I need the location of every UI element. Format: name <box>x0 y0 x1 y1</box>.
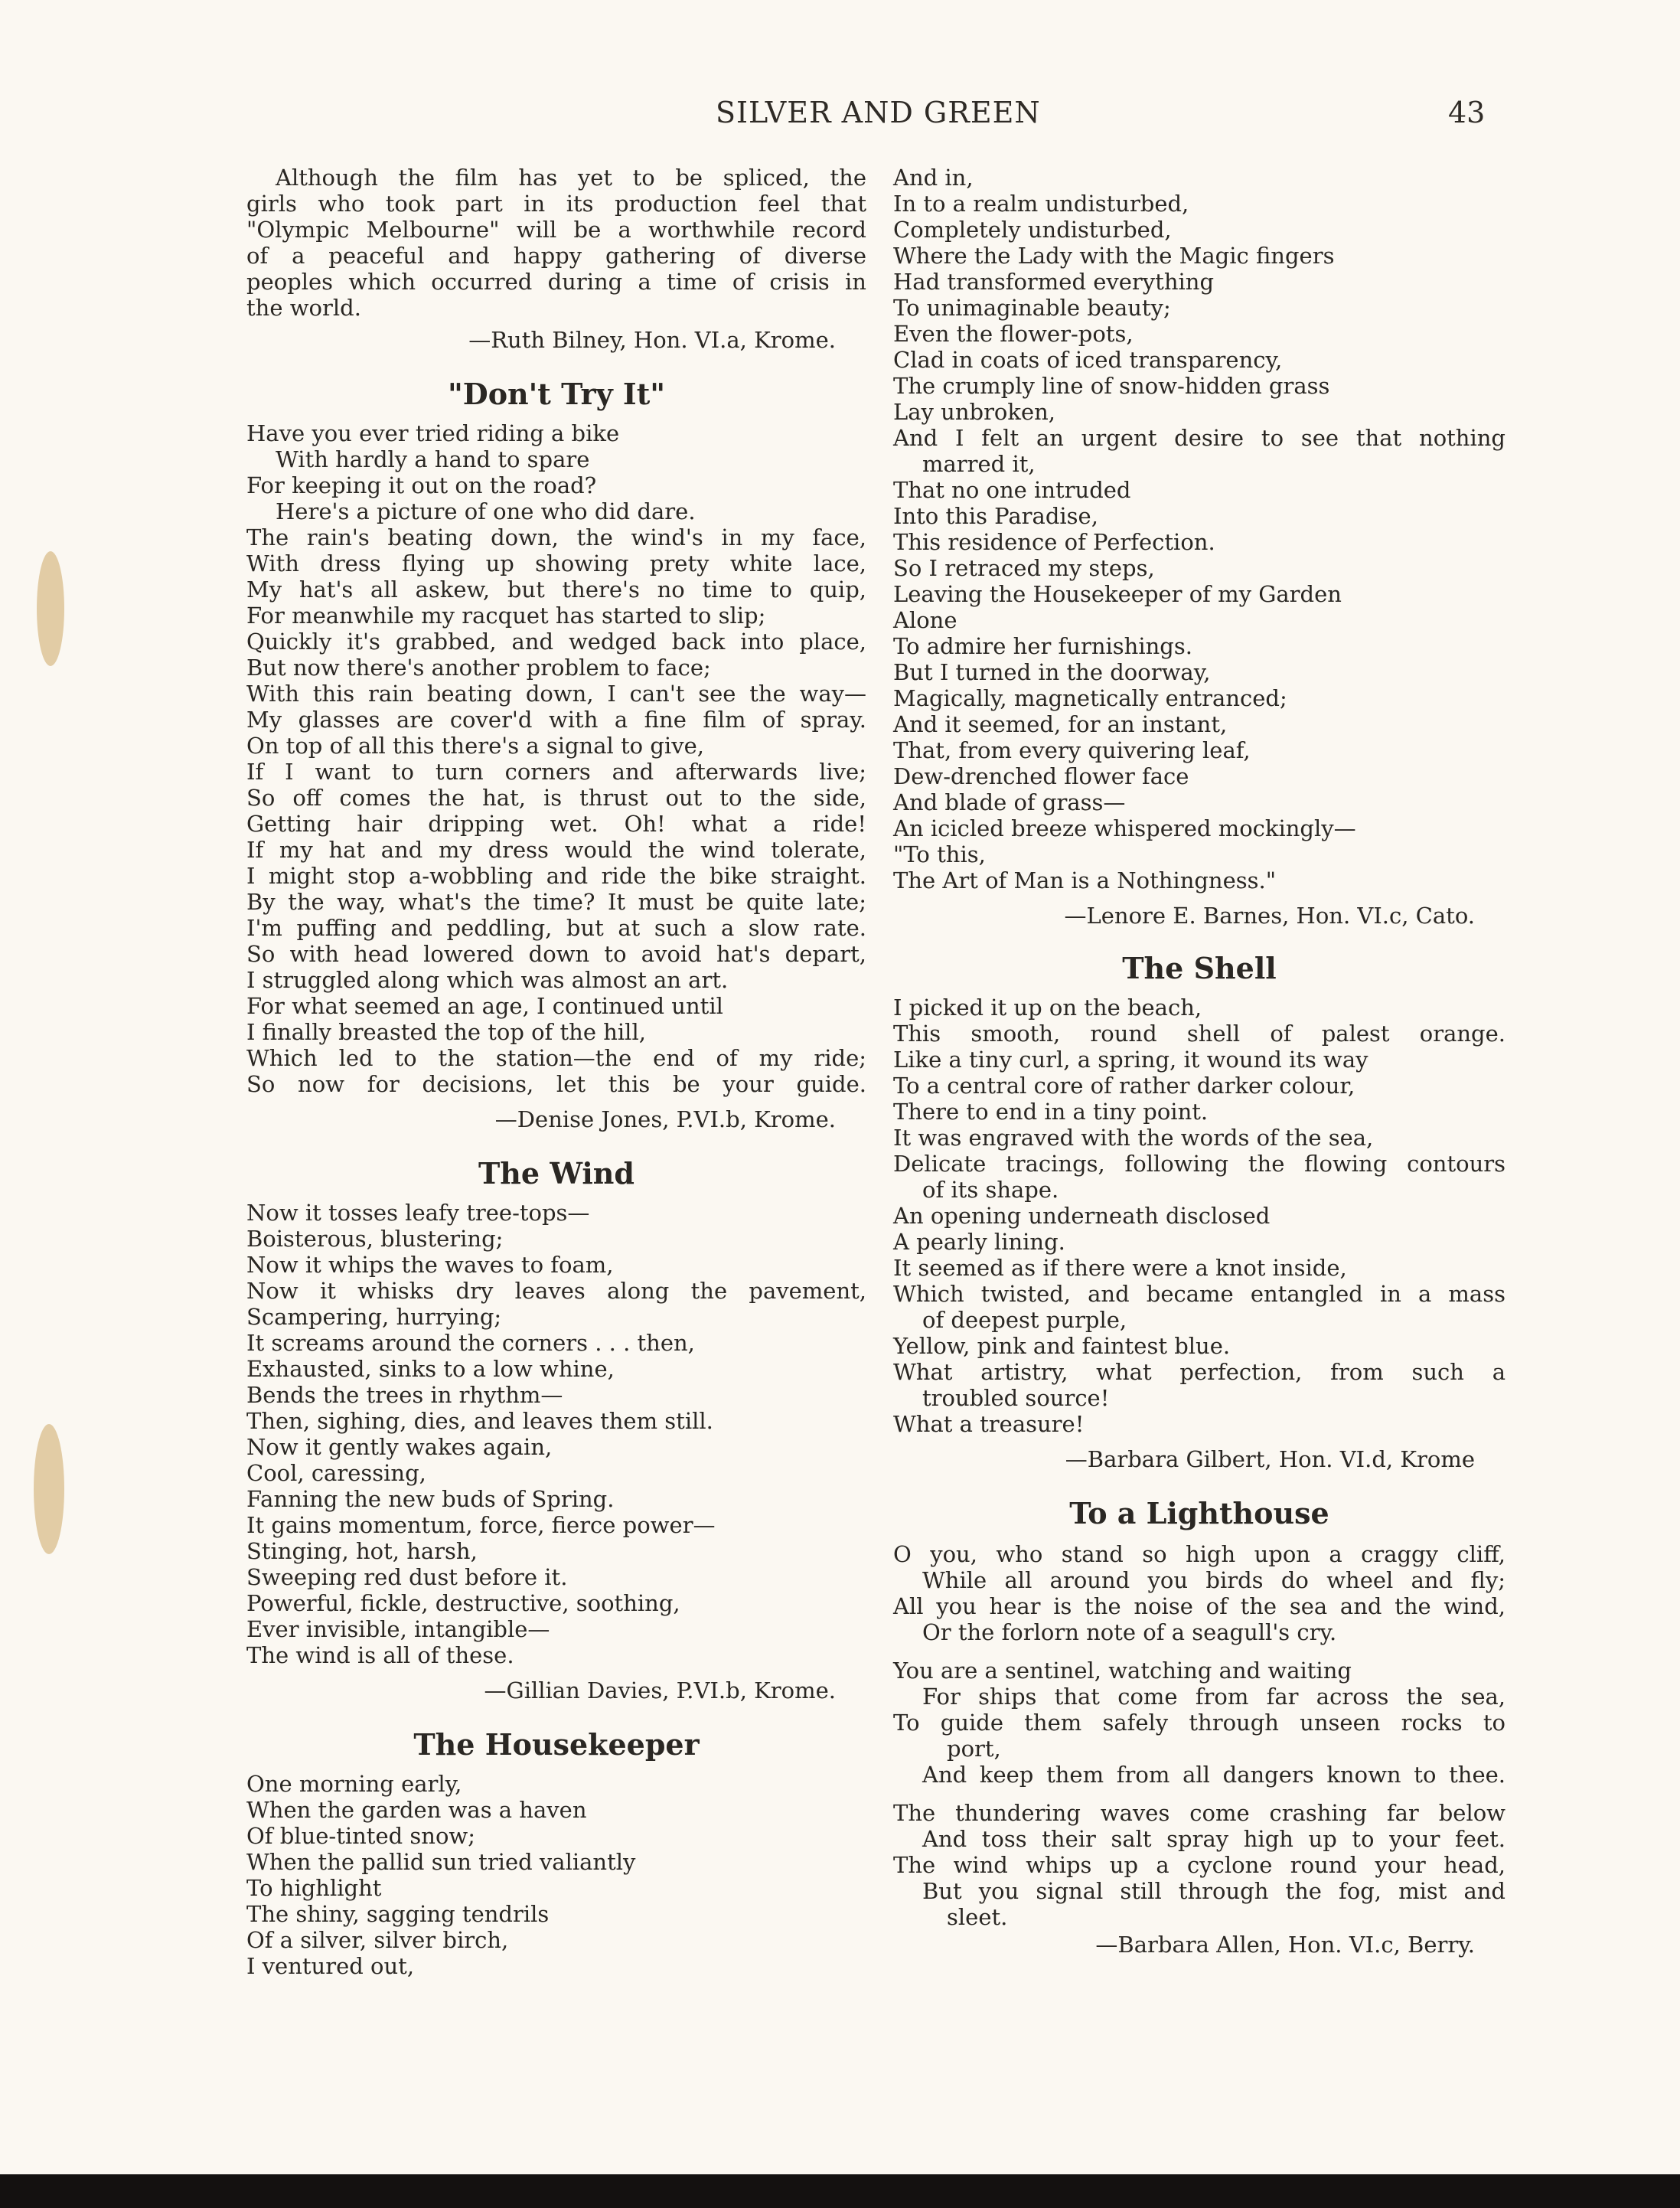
poem-line: of deepest purple, <box>922 1307 1127 1333</box>
poem-line: I ventured out, <box>246 1953 415 1979</box>
poem-line: I might stop a-wobbling and ride the bike straight. <box>246 863 866 889</box>
poem-line: Now it gently wakes again, <box>246 1434 553 1460</box>
poem-line: I'm puffing and peddling, but at such a slow rate. <box>246 915 866 941</box>
text-line: peoples which occurred during a time of crisis in <box>246 269 866 295</box>
byline: —Barbara Allen, Hon. VI.c, Berry. <box>1095 1932 1475 1958</box>
poem-line: I struggled along which was almost an art. <box>246 967 729 993</box>
left-column <box>246 165 866 1979</box>
text-line: of a peaceful and happy gathering of diverse <box>246 243 866 269</box>
text-line: "Olympic Melbourne" will be a worthwhile record <box>246 217 866 243</box>
poem-line: Boisterous, blustering; <box>246 1226 504 1252</box>
poem-title: The Wind <box>478 1156 634 1191</box>
poem-line: For ships that come from far across the sea, <box>922 1684 1505 1710</box>
poem-line: "To this, <box>893 841 986 867</box>
poem-line: My hat's all askew, but there's no time to quip, <box>246 576 866 603</box>
poem-line: By the way, what's the time? It must be quite late; <box>246 889 866 915</box>
poem-line: It gains momentum, force, fierce power— <box>246 1512 716 1538</box>
poem-line: And it seemed, for an instant, <box>893 711 1228 737</box>
poem-line: Of a silver, silver birch, <box>246 1927 509 1953</box>
poem-line: That no one intruded <box>893 477 1131 503</box>
poem-line: When the garden was a haven <box>246 1797 587 1823</box>
poem-line: Getting hair dripping wet. Oh! what a ride! <box>246 811 866 837</box>
poem-line: Had transformed everything <box>893 269 1215 295</box>
poem-line: Of blue-tinted snow; <box>246 1823 476 1849</box>
poem-line: Even the flower-pots, <box>893 321 1134 347</box>
page-stain <box>37 551 64 666</box>
poem-line: But now there's another problem to face; <box>246 655 711 681</box>
poem-line: The rain's beating down, the wind's in my face, <box>246 524 866 550</box>
page-stain <box>34 1424 64 1554</box>
poem-line: But I turned in the doorway, <box>893 659 1211 685</box>
poem-line: Or the forlorn note of a seagull's cry. <box>922 1619 1337 1645</box>
page-number: 43 <box>1448 96 1486 129</box>
poem-line: There to end in a tiny point. <box>893 1099 1209 1125</box>
text-line: the world. <box>246 295 361 321</box>
right-column <box>893 165 1505 1958</box>
poem-line: The wind is all of these. <box>246 1642 514 1668</box>
poem-line: Powerful, fickle, destructive, soothing, <box>246 1590 680 1616</box>
intro-paragraph <box>246 165 866 321</box>
poem-title: To a Lighthouse <box>1069 1496 1329 1530</box>
poem-line: To a central core of rather darker colour, <box>893 1073 1355 1099</box>
poem-stanza <box>893 1800 1505 1930</box>
poem-line: Now it whips the waves to foam, <box>246 1252 614 1278</box>
poem-line: I picked it up on the beach, <box>893 995 1202 1021</box>
byline: —Denise Jones, P.VI.b, Krome. <box>494 1106 836 1132</box>
poem-line: My glasses are cover'd with a fine film of spray. <box>246 707 866 733</box>
poem-line: On top of all this there's a signal to give, <box>246 733 704 759</box>
poem-line: Which twisted, and became entangled in a mass <box>893 1281 1505 1307</box>
poem-line: What artistry, what perfection, from such a <box>893 1359 1505 1385</box>
poem-stanza <box>893 1541 1505 1645</box>
poem-line: So now for decisions, let this be your guide. <box>246 1071 866 1097</box>
poem-line: If I want to turn corners and afterwards live; <box>246 759 866 785</box>
poem-line: sleet. <box>947 1904 1008 1930</box>
poem-line: Like a tiny curl, a spring, it wound its way <box>893 1047 1368 1073</box>
poem-line: To guide them safely through unseen rocks to <box>893 1710 1505 1736</box>
poem-line: What a treasure! <box>893 1411 1085 1437</box>
poem-line: I finally breasted the top of the hill, <box>246 1019 646 1045</box>
poem-line: Lay unbroken, <box>893 399 1056 425</box>
poem-line: Alone <box>893 607 957 633</box>
poem-line: The wind whips up a cyclone round your head, <box>893 1852 1505 1878</box>
poem-line: So with head lowered down to avoid hat's depart, <box>246 941 866 967</box>
poem-line: With this rain beating down, I can't see the way— <box>246 681 866 707</box>
poem-line: troubled source! <box>922 1385 1110 1411</box>
byline: —Gillian Davies, P.VI.b, Krome. <box>484 1677 836 1703</box>
poem-title: "Don't Try It" <box>447 377 666 411</box>
poem-line: Ever invisible, intangible— <box>246 1616 550 1642</box>
poem-line: Where the Lady with the Magic fingers <box>893 243 1335 269</box>
poem-line: It screams around the corners . . . then, <box>246 1330 695 1356</box>
byline: —Barbara Gilbert, Hon. VI.d, Krome <box>1065 1446 1475 1472</box>
poem-line: So I retraced my steps, <box>893 555 1155 581</box>
poem-line: The thundering waves come crashing far below <box>893 1800 1505 1826</box>
poem-line: And in, <box>893 165 974 191</box>
poem-line: An icicled breeze whispered mockingly— <box>893 815 1356 841</box>
poem-line: marred it, <box>922 451 1036 477</box>
poem-line: Have you ever tried riding a bike <box>246 420 620 446</box>
poem-line: Into this Paradise, <box>893 503 1098 529</box>
poem-line: Bends the trees in rhythm— <box>246 1382 563 1408</box>
poem-line: One morning early, <box>246 1771 462 1797</box>
text-line: Although the film has yet to be spliced, the <box>276 165 866 191</box>
byline: —Ruth Bilney, Hon. VI.a, Krome. <box>468 327 836 353</box>
poem-line: Leaving the Housekeeper of my Garden <box>893 581 1342 607</box>
poem-line: And toss their salt spray high up to your feet. <box>922 1826 1505 1852</box>
poem-line: You are a sentinel, watching and waiting <box>893 1658 1352 1684</box>
text-line: girls who took part in its production feel that <box>246 191 866 217</box>
poem-line: Magically, magnetically entranced; <box>893 685 1287 711</box>
poem-line: Now it whisks dry leaves along the pavement, <box>246 1278 866 1304</box>
running-head: SILVER AND GREEN <box>716 96 1041 129</box>
poem-line: Yellow, pink and faintest blue. <box>893 1333 1231 1359</box>
poem-body <box>893 165 1505 893</box>
poem-body <box>246 1771 866 1979</box>
poem-line: For what seemed an age, I continued until <box>246 993 723 1019</box>
poem-line: But you signal still through the fog, mist and <box>922 1878 1505 1904</box>
scan-border <box>0 2174 1680 2208</box>
poem-line: If my hat and my dress would the wind tolerate, <box>246 837 866 863</box>
poem-stanza <box>893 1658 1505 1788</box>
poem-line: The Art of Man is a Nothingness." <box>893 867 1277 893</box>
poem-line: The crumply line of snow-hidden grass <box>893 373 1330 399</box>
poem-line: Sweeping red dust before it. <box>246 1564 568 1590</box>
poem-line: That, from every quivering leaf, <box>893 737 1251 763</box>
poem-line: Now it tosses leafy tree-tops— <box>246 1200 590 1226</box>
poem-line: Then, sighing, dies, and leaves them still. <box>246 1408 713 1434</box>
byline: —Lenore E. Barnes, Hon. VI.c, Cato. <box>1064 903 1475 929</box>
poem-line: And I felt an urgent desire to see that nothing <box>893 425 1505 451</box>
poem-line: A pearly lining. <box>893 1229 1065 1255</box>
poem-line: To admire her furnishings. <box>893 633 1192 659</box>
poem-title: The Housekeeper <box>413 1727 700 1762</box>
poem-line: For meanwhile my racquet has started to slip; <box>246 603 766 629</box>
poem-line: Here's a picture of one who did dare. <box>276 498 696 524</box>
poem-line: Clad in coats of iced transparency, <box>893 347 1283 373</box>
poem-line: This residence of Perfection. <box>893 529 1215 555</box>
poem-line: Completely undisturbed, <box>893 217 1172 243</box>
poem-line: Delicate tracings, following the flowing contours <box>893 1151 1505 1177</box>
poem-body <box>246 1200 866 1668</box>
poem-body <box>893 995 1505 1437</box>
poem-line: All you hear is the noise of the sea and the wind, <box>893 1593 1505 1619</box>
poem-line: Dew-drenched flower face <box>893 763 1189 789</box>
poem-line: Cool, caressing, <box>246 1460 426 1486</box>
poem-line: And blade of grass— <box>893 789 1126 815</box>
poem-line: of its shape. <box>922 1177 1059 1203</box>
poem-line: This smooth, round shell of palest orange. <box>893 1021 1505 1047</box>
poem-line: And keep them from all dangers known to thee. <box>922 1762 1505 1788</box>
poem-line: For keeping it out on the road? <box>246 472 597 498</box>
poem-title: The Shell <box>1122 951 1277 985</box>
poem-line: In to a realm undisturbed, <box>893 191 1189 217</box>
poem-line: It seemed as if there were a knot inside, <box>893 1255 1347 1281</box>
poem-line: Stinging, hot, harsh, <box>246 1538 478 1564</box>
poem-line: An opening underneath disclosed <box>893 1203 1271 1229</box>
poem-body <box>246 420 866 1097</box>
poem-line: O you, who stand so high upon a craggy cliff, <box>893 1541 1505 1567</box>
poem-line: Fanning the new buds of Spring. <box>246 1486 615 1512</box>
poem-line: While all around you birds do wheel and fly; <box>922 1567 1505 1593</box>
poem-line: Which led to the station—the end of my ride; <box>246 1045 866 1071</box>
poem-line: When the pallid sun tried valiantly <box>246 1849 636 1875</box>
poem-line: To highlight <box>246 1875 382 1901</box>
poem-line: Quickly it's grabbed, and wedged back into place, <box>246 629 866 655</box>
poem-line: Scampering, hurrying; <box>246 1304 502 1330</box>
poem-line: port, <box>947 1736 1001 1762</box>
poem-line: So off comes the hat, is thrust out to the side, <box>246 785 866 811</box>
poem-line: To unimaginable beauty; <box>893 295 1171 321</box>
poem-line: Exhausted, sinks to a low whine, <box>246 1356 615 1382</box>
poem-line: It was engraved with the words of the sea, <box>893 1125 1374 1151</box>
poem-line: With dress flying up showing prety white lace, <box>246 550 866 576</box>
poem-line: With hardly a hand to spare <box>276 446 590 472</box>
poem-line: The shiny, sagging tendrils <box>246 1901 550 1927</box>
